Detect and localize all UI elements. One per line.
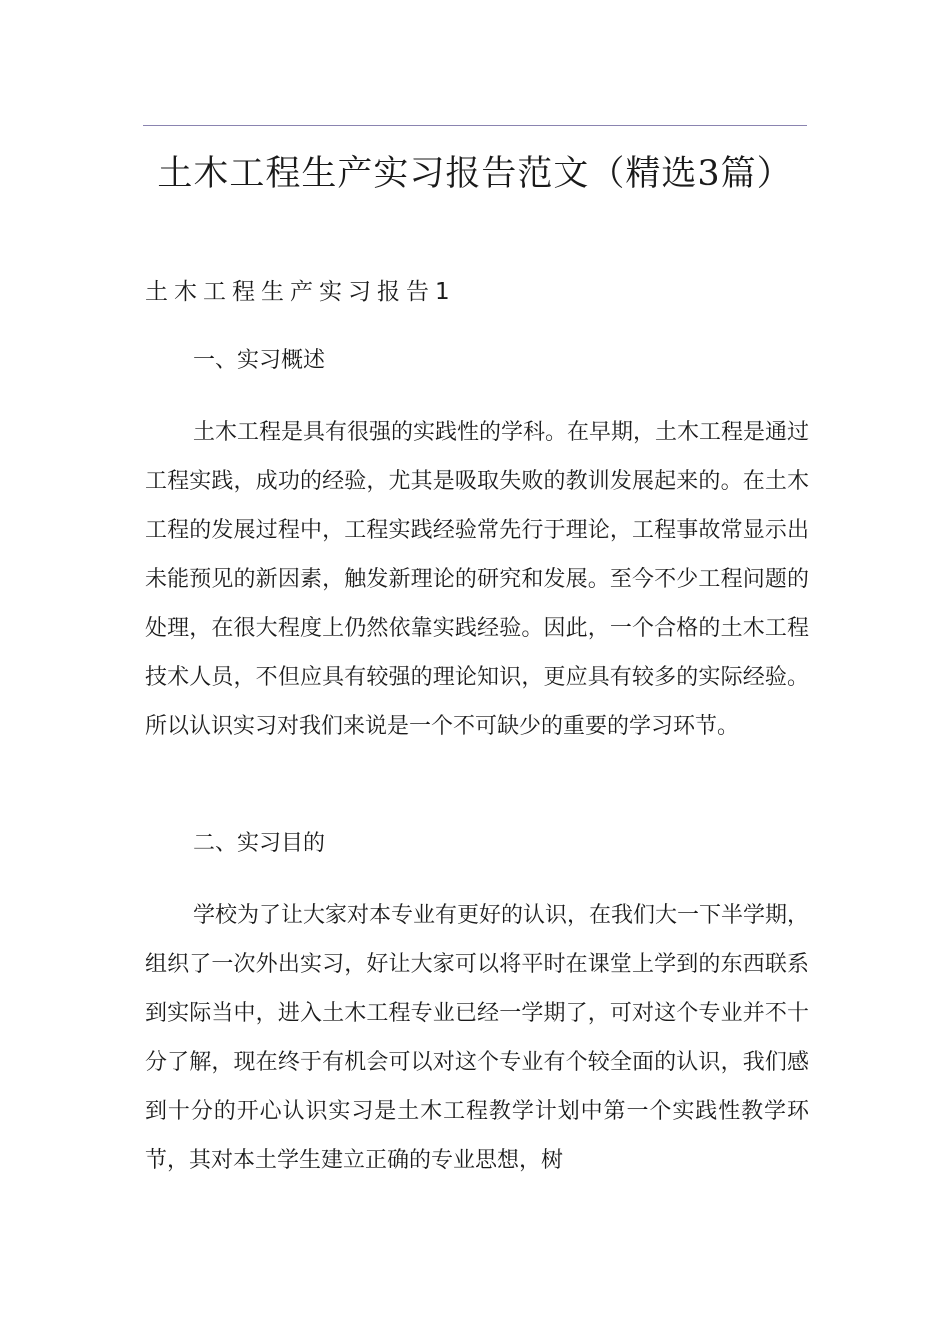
paragraph-purpose: 学校为了让大家对本专业有更好的认识，在我们大一下半学期，组织了一次外出实习，好让大家可以将平时在课堂上学到的东西联系到实际当中，进入土木工程专业已经一学期了，可对这个专业并不十分了解，现在终于有机会可以对这个专业有个较全面的认识，我们感到十分的开心认识实习是土木工程教学计划中第一个实践性教学环节，其对本土学生建立正确的专业思想，树 bbox=[145, 903, 810, 1173]
header-divider bbox=[143, 125, 807, 126]
subheading-overview: 一、实习概述 bbox=[193, 348, 326, 373]
section-title: 土木工程生产实习报告1 bbox=[145, 279, 456, 305]
paragraph-overview: 土木工程是具有很强的实践性的学科。在早期，土木工程是通过工程实践，成功的经验，尤其是吸取失败的教训发展起来的。在土木工程的发展过程中，工程实践经验常先行于理论，工程事故常显示出未能预见的新因素，触发新理论的研究和发展。至今不少工程问题的处理，在很大程度上仍然依靠实践经验。因此，一个合格的土木工程技术人员，不但应具有较强的理论知识，更应具有较多的实际经验。所以认识实习对我们来说是一个不可缺少的重要的学习环节。 bbox=[145, 420, 810, 739]
document-title: 土木工程生产实习报告范文（精选3篇） bbox=[157, 154, 793, 194]
subheading-purpose: 二、实习目的 bbox=[193, 831, 326, 856]
